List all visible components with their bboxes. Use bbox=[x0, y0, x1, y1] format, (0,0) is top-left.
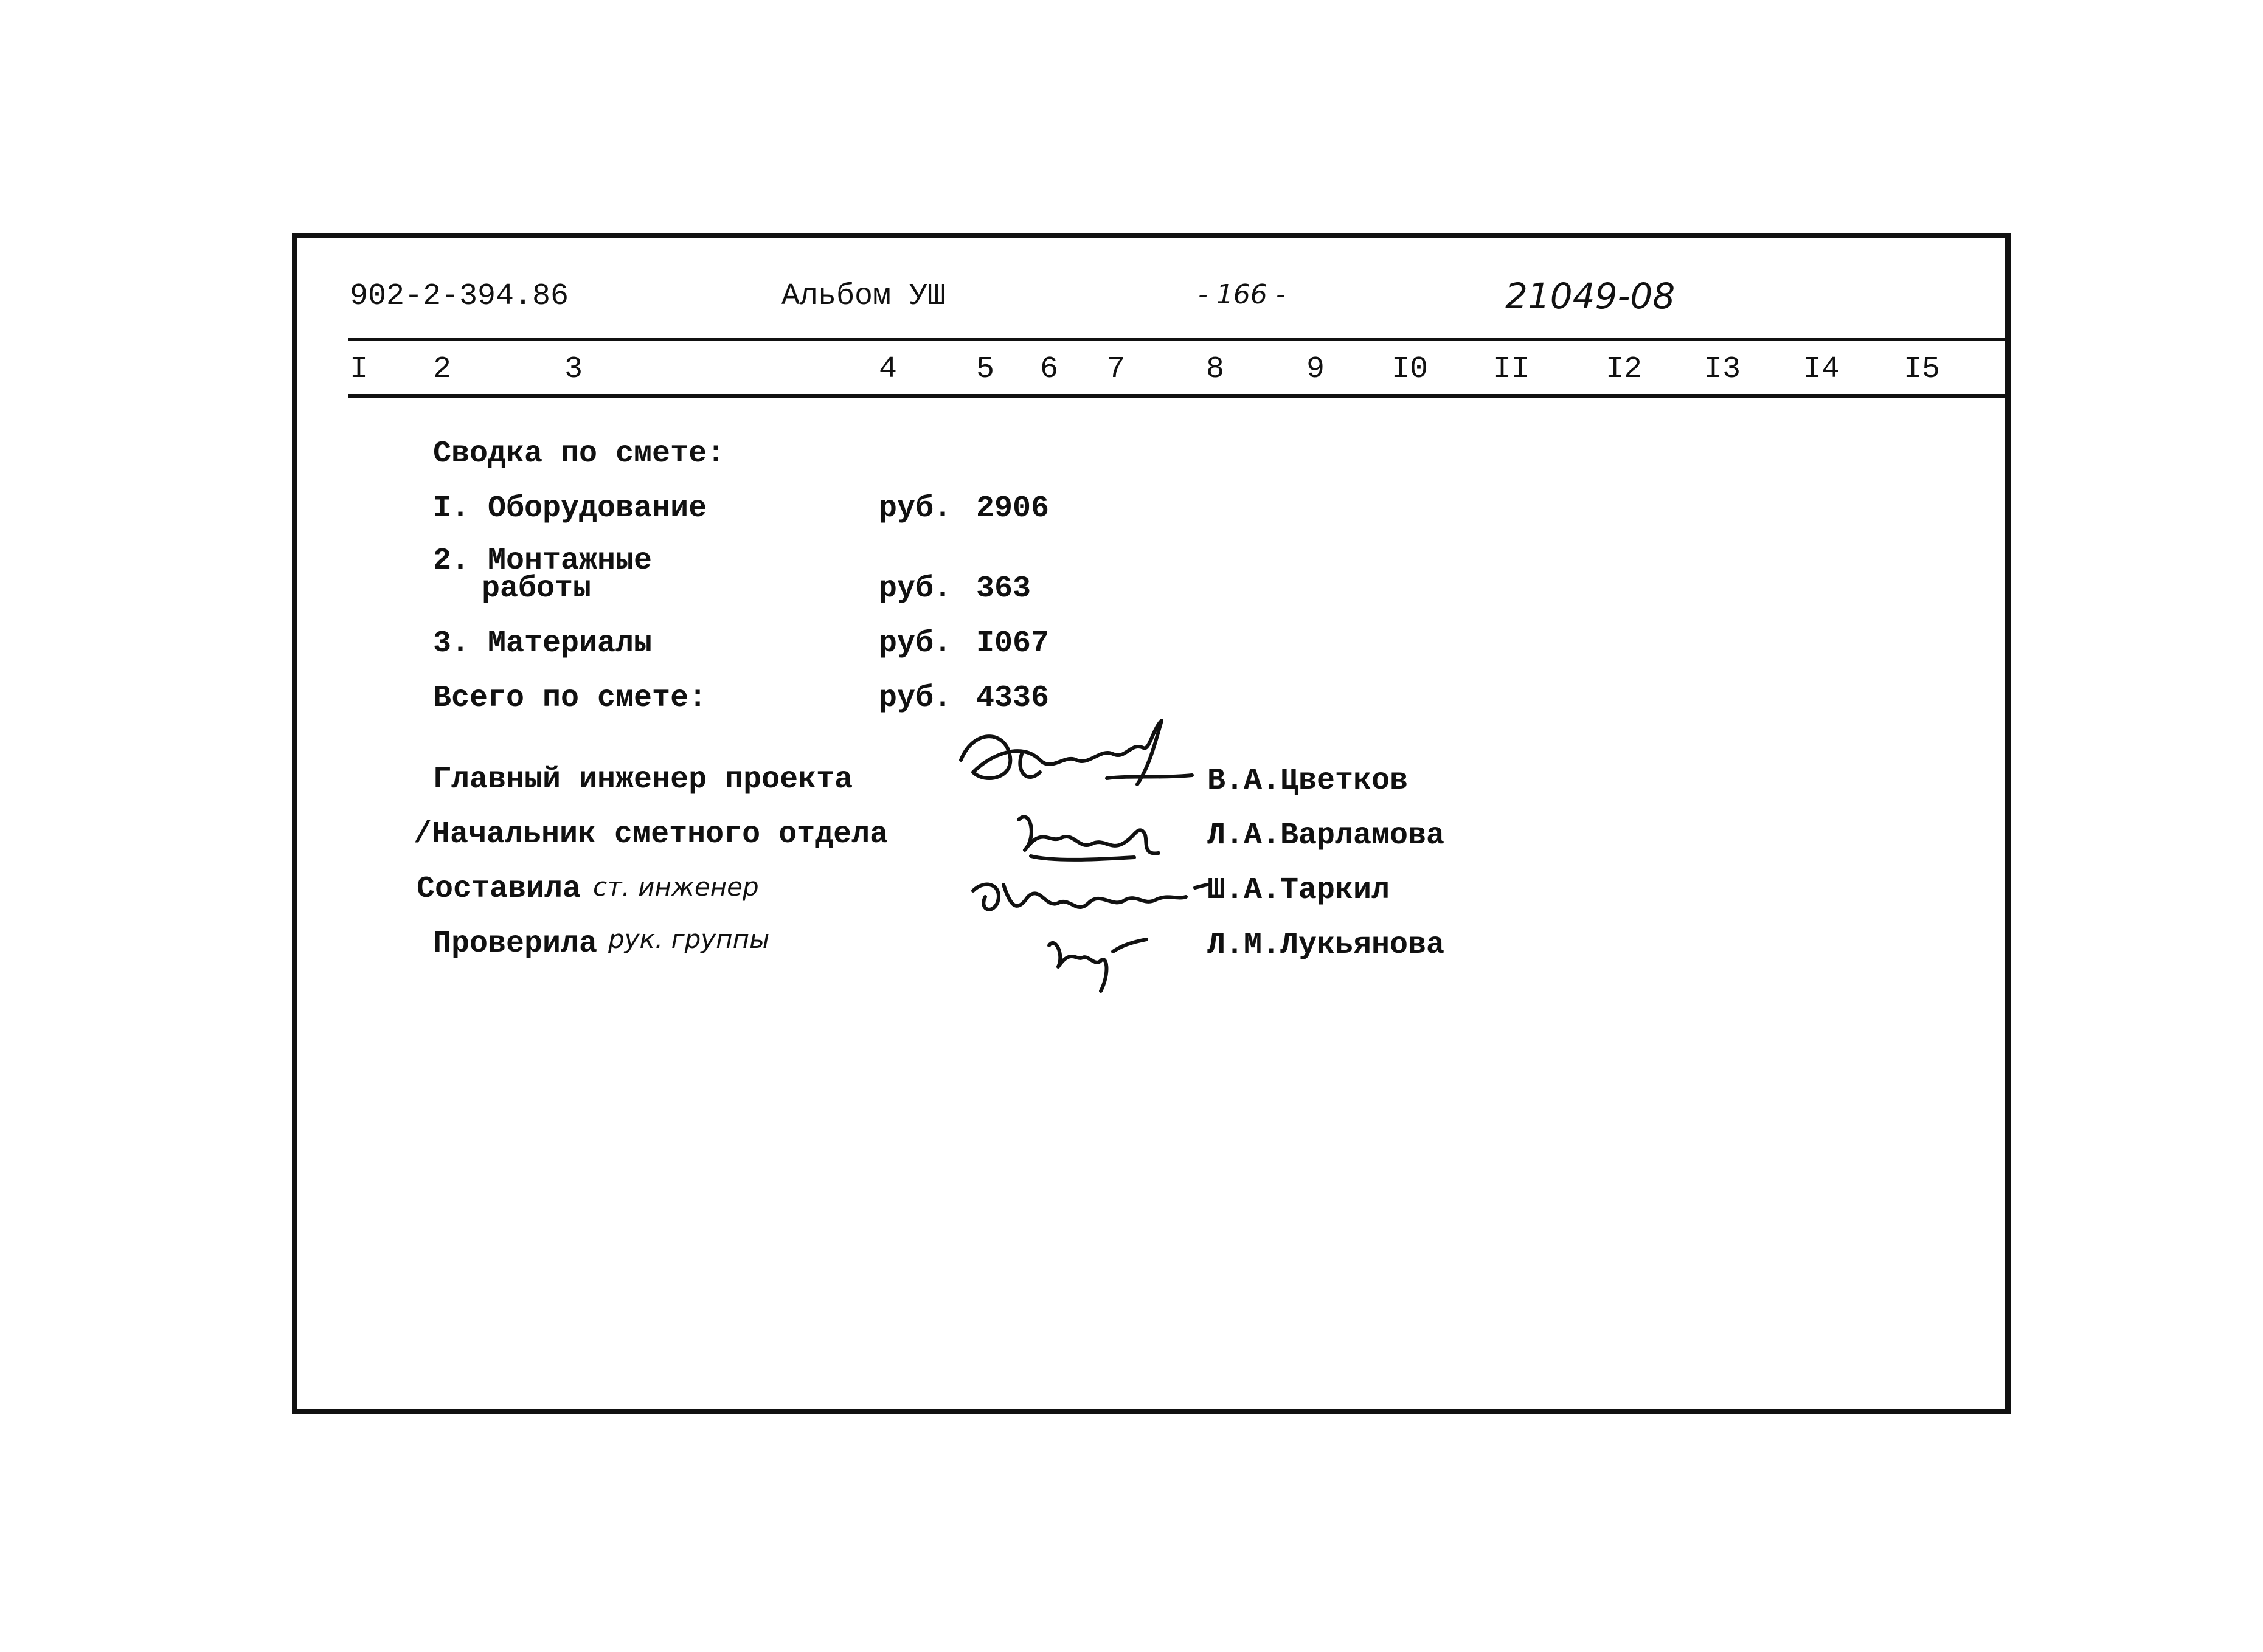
column-number: 8 bbox=[1206, 352, 1225, 387]
sheet-number: 21049-08 bbox=[1505, 275, 1676, 317]
column-rule bbox=[348, 394, 2005, 398]
signature-varlamova bbox=[1013, 801, 1171, 868]
role-chief-engineer: Главный инженер проекта bbox=[433, 762, 853, 797]
note-group-head: рук. группы bbox=[608, 924, 770, 954]
item-label-installation: 2. Монтажные bbox=[433, 544, 653, 578]
album-label: Альбом УШ bbox=[781, 279, 946, 314]
column-number: I3 bbox=[1704, 352, 1741, 387]
item-value: 363 bbox=[976, 572, 1031, 606]
column-number: 2 bbox=[433, 352, 452, 387]
summary-title: Сводка по смете: bbox=[433, 437, 726, 471]
item-unit: руб. bbox=[879, 491, 952, 526]
page-number: - 166 - bbox=[1198, 279, 1286, 310]
column-number: 6 bbox=[1040, 352, 1059, 387]
item-value: 2906 bbox=[976, 491, 1050, 526]
header-rule bbox=[348, 338, 2005, 341]
column-number: 3 bbox=[564, 352, 583, 387]
column-number: 7 bbox=[1107, 352, 1126, 387]
column-number: II bbox=[1493, 352, 1530, 387]
role-checked-by: Проверила bbox=[433, 927, 598, 961]
column-number: I5 bbox=[1904, 352, 1941, 387]
total-label: Всего по смете: bbox=[433, 681, 707, 716]
doc-code: 902-2-394.86 bbox=[350, 279, 569, 314]
column-number: I2 bbox=[1606, 352, 1643, 387]
name-tarkil: Ш.А.Таркил bbox=[1207, 873, 1390, 908]
role-compiled-by: Составила bbox=[417, 872, 581, 907]
total-unit: руб. bbox=[879, 681, 952, 716]
column-number: I0 bbox=[1391, 352, 1429, 387]
name-tsvetkov: В.А.Цветков bbox=[1207, 764, 1409, 798]
column-number: 4 bbox=[879, 352, 898, 387]
item-label-materials: 3. Материалы bbox=[433, 626, 653, 661]
role-head-estimate-dept: /Начальник сметного отдела bbox=[414, 817, 889, 852]
item-unit: руб. bbox=[879, 626, 952, 661]
column-number: 5 bbox=[976, 352, 995, 387]
item-value: I067 bbox=[976, 626, 1050, 661]
item-unit: руб. bbox=[879, 572, 952, 606]
item-label-equipment: I. Оборудование bbox=[433, 491, 707, 526]
name-varlamova: Л.А.Варламова bbox=[1207, 818, 1445, 853]
column-number: 9 bbox=[1306, 352, 1325, 387]
signature-tsvetkov bbox=[949, 717, 1204, 803]
signature-lukyanova bbox=[1040, 924, 1156, 997]
item-label-installation-cont: работы bbox=[482, 572, 592, 606]
name-lukyanova: Л.М.Лукьянова bbox=[1207, 928, 1445, 963]
column-number: I bbox=[350, 352, 369, 387]
total-value: 4336 bbox=[976, 681, 1050, 716]
note-senior-engineer: ст. инженер bbox=[593, 872, 759, 902]
signature-tarkil bbox=[967, 866, 1210, 933]
column-number: I4 bbox=[1803, 352, 1840, 387]
